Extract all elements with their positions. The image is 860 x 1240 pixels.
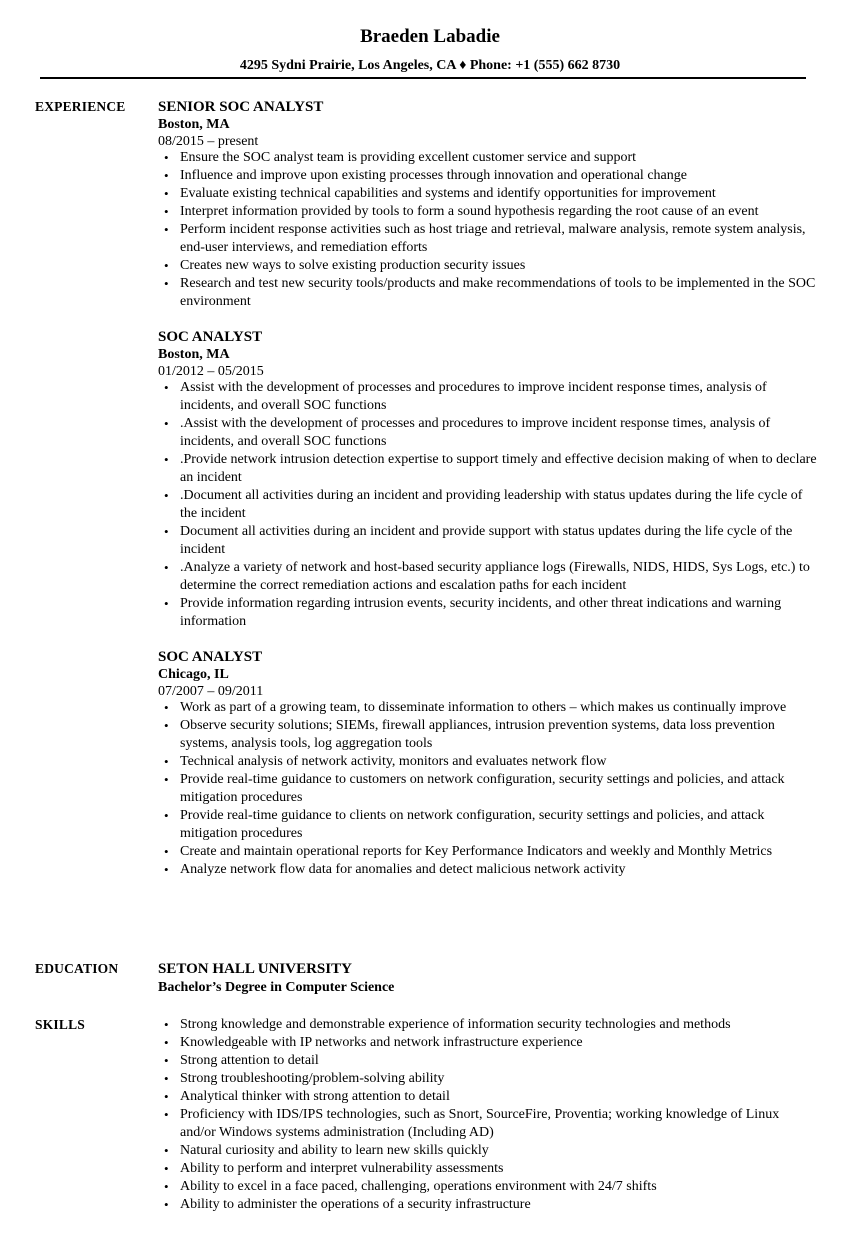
skill-item: • Analytical thinker with strong attention to detail — [158, 1088, 818, 1106]
job-bullet: • Perform incident response activities such as host triage and retrieval, malware analysis, remote system analysis, end-user interviews, and remediation efforts — [158, 221, 818, 257]
job-bullets — [158, 379, 818, 631]
job-entry — [158, 648, 818, 879]
job-bullet: • Observe security solutions; SIEMs, firewall appliances, intrusion prevention systems, data loss prevention systems, analysis tools, log aggregation tools — [158, 717, 818, 753]
header-divider — [40, 77, 806, 79]
job-title: SOC ANALYST — [158, 329, 263, 345]
job-bullet: • .Document all activities during an incident and providing leadership with status updates during the life cycle of the incident — [158, 487, 818, 523]
candidate-name: Braeden Labadie — [360, 26, 500, 47]
skill-item: • Strong attention to detail — [158, 1052, 818, 1070]
job-bullet: • .Provide network intrusion detection expertise to support timely and effective decision making of when to declare an incident — [158, 451, 818, 487]
job-location: Boston, MA — [158, 347, 230, 362]
degree-name: Bachelor’s Degree in Computer Science — [158, 980, 395, 995]
job-bullet: • Creates new ways to solve existing production security issues — [158, 257, 818, 275]
skills-body — [158, 1016, 818, 1214]
skill-item: • Natural curiosity and ability to learn new skills quickly — [158, 1142, 818, 1160]
job-dates: 08/2015 – present — [158, 134, 259, 149]
job-bullet: • Provide real-time guidance to customers on network configuration, security settings and policies, and attack mitigation procedures — [158, 771, 818, 807]
skill-item: • Strong troubleshooting/problem-solving ability — [158, 1070, 818, 1088]
skills-label: SKILLS — [35, 1017, 85, 1032]
education-body — [158, 960, 818, 998]
job-bullet: • Ensure the SOC analyst team is providing excellent customer service and support — [158, 149, 818, 167]
skill-item: • Knowledgeable with IP networks and network infrastructure experience — [158, 1034, 818, 1052]
job-dates: 01/2012 – 05/2015 — [158, 364, 264, 379]
skills-list — [158, 1016, 818, 1214]
resume-header — [0, 0, 860, 75]
experience-body — [158, 98, 818, 896]
job-bullet: • Provide real-time guidance to clients on network configuration, security settings and policies, and attack mitigation procedures — [158, 807, 818, 843]
job-bullet: • Technical analysis of network activity, monitors and evaluates network flow — [158, 753, 818, 771]
job-bullet: • Analyze network flow data for anomalies and detect malicious network activity — [158, 861, 818, 879]
job-location: Boston, MA — [158, 117, 230, 132]
job-bullet: • Work as part of a growing team, to disseminate information to others – which makes us continually improve — [158, 699, 818, 717]
job-bullet: • Research and test new security tools/products and make recommendations of tools to be implemented in the SOC environment — [158, 275, 818, 311]
school-name: SETON HALL UNIVERSITY — [158, 961, 352, 977]
contact-line: 4295 Sydni Prairie, Los Angeles, CA ♦ Phone: +1 (555) 662 8730 — [239, 58, 621, 73]
job-bullet: • Create and maintain operational reports for Key Performance Indicators and weekly and Monthly Metrics — [158, 843, 818, 861]
skill-item: • Ability to administer the operations of a security infrastructure — [158, 1196, 818, 1214]
job-bullet: • Provide information regarding intrusion events, security incidents, and other threat indications and warning information — [158, 595, 818, 631]
job-bullet: • Evaluate existing technical capabilities and systems and identify opportunities for improvement — [158, 185, 818, 203]
job-bullet: • Assist with the development of processes and procedures to improve incident response times, analysis of incidents, and overall SOC functions — [158, 379, 818, 415]
job-title: SOC ANALYST — [158, 649, 263, 665]
job-entry — [158, 328, 818, 631]
job-entry — [158, 98, 818, 311]
education-label: EDUCATION — [35, 961, 119, 976]
job-location: Chicago, IL — [158, 667, 229, 682]
skill-item: • Proficiency with IDS/IPS technologies, such as Snort, SourceFire, Proventia; working knowledge of Linux and/or Windows systems administration (Including AD) — [158, 1106, 818, 1142]
job-bullet: • .Analyze a variety of network and host-based security appliance logs (Firewalls, NIDS, HIDS, Sys Logs, etc.) to determine the correct remediation actions and escalation paths for each incident — [158, 559, 818, 595]
job-bullets — [158, 699, 818, 879]
job-bullet: • Influence and improve upon existing processes through innovation and operational change — [158, 167, 818, 185]
skill-item: • Ability to perform and interpret vulnerability assessments — [158, 1160, 818, 1178]
job-bullets — [158, 149, 818, 311]
skill-item: • Ability to excel in a face paced, challenging, operations environment with 24/7 shifts — [158, 1178, 818, 1196]
job-bullet: • Interpret information provided by tools to form a sound hypothesis regarding the root cause of an event — [158, 203, 818, 221]
skill-item: • Strong knowledge and demonstrable experience of information security technologies and methods — [158, 1016, 818, 1034]
job-bullet: • .Assist with the development of processes and procedures to improve incident response times, analysis of incidents, and overall SOC functions — [158, 415, 818, 451]
job-bullet: • Document all activities during an incident and provide support with status updates during the life cycle of the incident — [158, 523, 818, 559]
job-dates: 07/2007 – 09/2011 — [158, 684, 264, 699]
job-title: SENIOR SOC ANALYST — [158, 99, 324, 115]
experience-label: EXPERIENCE — [35, 99, 126, 114]
